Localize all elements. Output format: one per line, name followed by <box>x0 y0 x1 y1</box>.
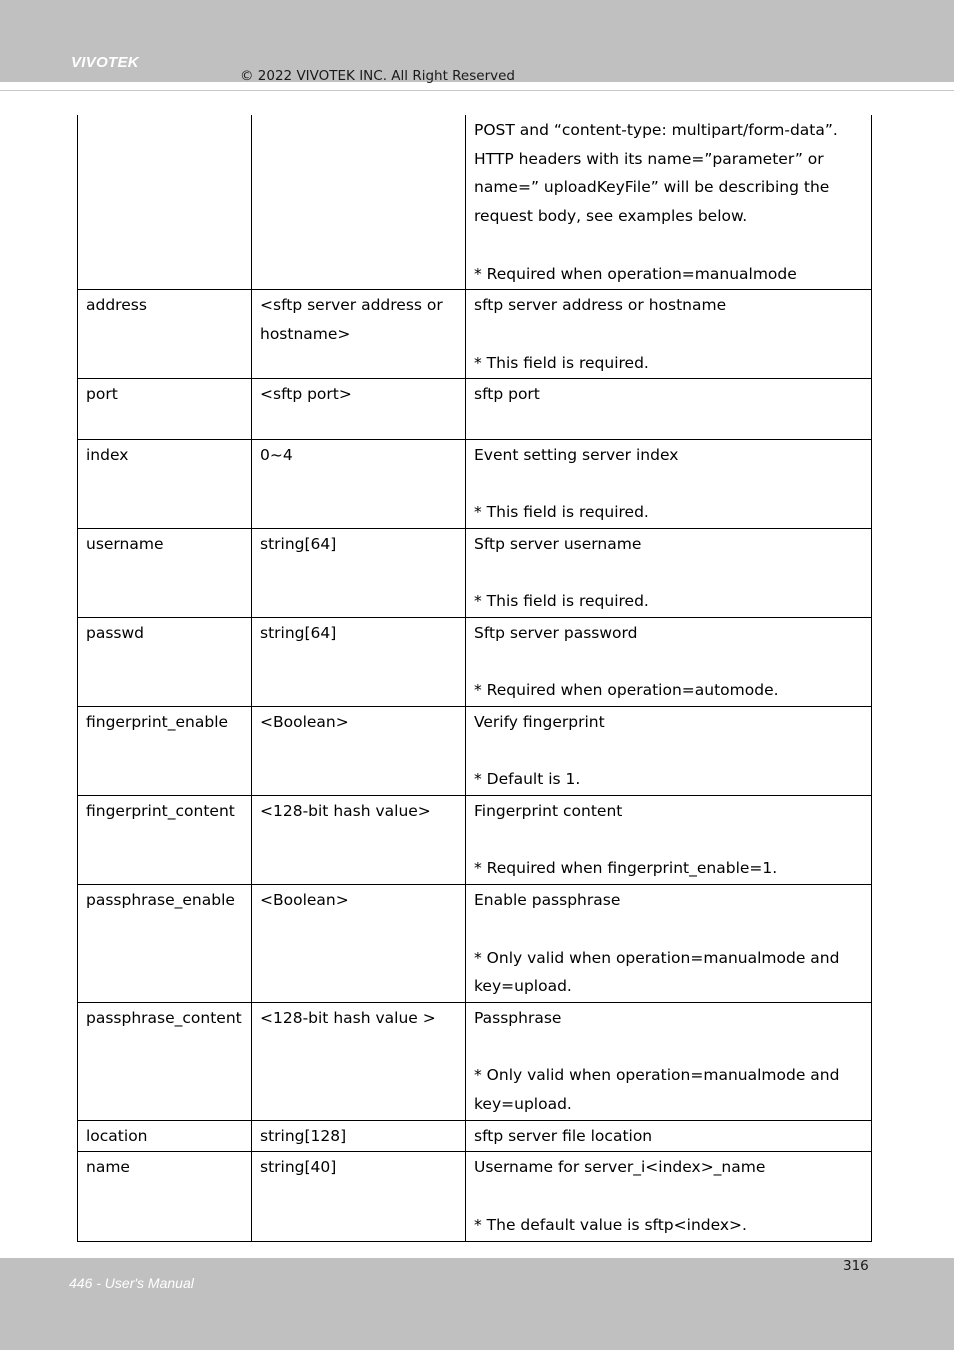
parameter-description-cell <box>466 379 872 439</box>
parameter-name-cell: passwd <box>78 617 252 706</box>
table-row <box>78 379 872 439</box>
table-row <box>78 1002 872 1120</box>
table-row <box>78 439 872 528</box>
description-line <box>474 648 863 677</box>
parameter-value-cell <box>252 115 466 290</box>
description-line: request body, see examples below. <box>474 207 748 226</box>
table-row <box>78 617 872 706</box>
table-row <box>78 1152 872 1241</box>
description-line: Passphrase <box>474 1008 562 1027</box>
description-line: * Only valid when operation=manualmode and <box>474 1066 840 1085</box>
parameter-value-cell: <Boolean> <box>252 885 466 1003</box>
description-line: * This field is required. <box>474 503 649 522</box>
description-line: sftp server address or hostname <box>474 296 727 315</box>
parameter-name-cell: index <box>78 439 252 528</box>
parameter-description-cell <box>466 1152 872 1241</box>
description-line <box>474 915 863 944</box>
table-row <box>78 115 872 290</box>
table-row <box>78 796 872 885</box>
description-line: Fingerprint content <box>474 802 623 821</box>
parameter-description-cell <box>466 290 872 379</box>
parameter-value-cell: <sftp server address or hostname> <box>252 290 466 379</box>
table-row <box>78 885 872 1003</box>
parameter-name-cell: passphrase_enable <box>78 885 252 1003</box>
description-line: * Required when fingerprint_enable=1. <box>474 859 778 878</box>
parameter-description-cell <box>466 115 872 290</box>
parameter-name-cell <box>78 115 252 290</box>
parameter-name-cell: passphrase_content <box>78 1002 252 1120</box>
description-line: POST and “content-type: multipart/form-data”. <box>474 121 838 139</box>
parameter-table <box>77 115 872 1242</box>
parameter-name-cell: port <box>78 379 252 439</box>
header-divider <box>0 90 954 91</box>
description-line: sftp server file location <box>474 1126 653 1145</box>
description-line <box>474 1033 863 1062</box>
parameter-description-cell <box>466 796 872 885</box>
description-line: * This field is required. <box>474 353 649 372</box>
parameter-description-cell <box>466 617 872 706</box>
parameter-value-cell: 0~4 <box>252 439 466 528</box>
parameter-name-cell: fingerprint_enable <box>78 706 252 795</box>
description-line: Event setting server index <box>474 445 679 464</box>
table-row <box>78 706 872 795</box>
description-line: * The default value is sftp<index>. <box>474 1215 747 1234</box>
description-line <box>474 558 863 587</box>
parameter-name-cell: location <box>78 1120 252 1152</box>
description-line: key=upload. <box>474 1095 572 1114</box>
parameter-description-cell <box>466 706 872 795</box>
parameter-description-cell <box>466 1002 872 1120</box>
parameter-value-cell: <Boolean> <box>252 706 466 795</box>
parameter-description-cell <box>466 528 872 617</box>
description-line: Enable passphrase <box>474 891 621 910</box>
parameter-value-cell: string[40] <box>252 1152 466 1241</box>
description-line: * This field is required. <box>474 592 649 611</box>
description-line <box>474 826 863 855</box>
parameter-description-cell <box>466 1120 872 1152</box>
description-line <box>474 320 863 349</box>
description-line <box>474 737 863 766</box>
page-number: 316 <box>843 1258 869 1274</box>
description-line: * Required when operation=manualmode <box>474 264 797 283</box>
parameter-value-cell: string[64] <box>252 617 466 706</box>
description-line: * Default is 1. <box>474 770 581 789</box>
parameter-table-body <box>78 115 872 1241</box>
description-line: Sftp server username <box>474 534 642 553</box>
table-row <box>78 1120 872 1152</box>
description-line: * Required when operation=automode. <box>474 681 779 700</box>
copyright-text: © 2022 VIVOTEK INC. All Right Reserved <box>240 68 515 84</box>
description-line <box>474 469 863 498</box>
parameter-name-cell: name <box>78 1152 252 1241</box>
description-line <box>474 409 863 438</box>
description-line: * Only valid when operation=manualmode and <box>474 948 840 967</box>
parameter-description-cell <box>466 439 872 528</box>
description-line: Sftp server password <box>474 623 638 642</box>
parameter-value-cell: string[64] <box>252 528 466 617</box>
description-line: sftp port <box>474 385 540 404</box>
description-line: Verify fingerprint <box>474 712 605 731</box>
table-row <box>78 528 872 617</box>
manual-page-label: 446 - User's Manual <box>69 1275 194 1291</box>
parameter-name-cell: username <box>78 528 252 617</box>
description-line <box>474 1182 863 1211</box>
description-line: Username for server_i<index>_name <box>474 1158 766 1177</box>
parameter-description-cell <box>466 885 872 1003</box>
description-line: name=” uploadKeyFile” will be describing the <box>474 178 830 197</box>
parameter-value-cell: <sftp port> <box>252 379 466 439</box>
parameter-name-cell: fingerprint_content <box>78 796 252 885</box>
description-line <box>474 231 863 260</box>
parameter-value-cell: string[128] <box>252 1120 466 1152</box>
table-row <box>78 290 872 379</box>
brand-logo: VIVOTEK <box>71 54 139 71</box>
parameter-value-cell: <128-bit hash value> <box>252 796 466 885</box>
parameter-name-cell: address <box>78 290 252 379</box>
parameter-value-cell: <128-bit hash value > <box>252 1002 466 1120</box>
footer-bar <box>0 1258 954 1350</box>
description-line: key=upload. <box>474 977 572 996</box>
description-line: HTTP headers with its name=”parameter” or <box>474 149 824 168</box>
